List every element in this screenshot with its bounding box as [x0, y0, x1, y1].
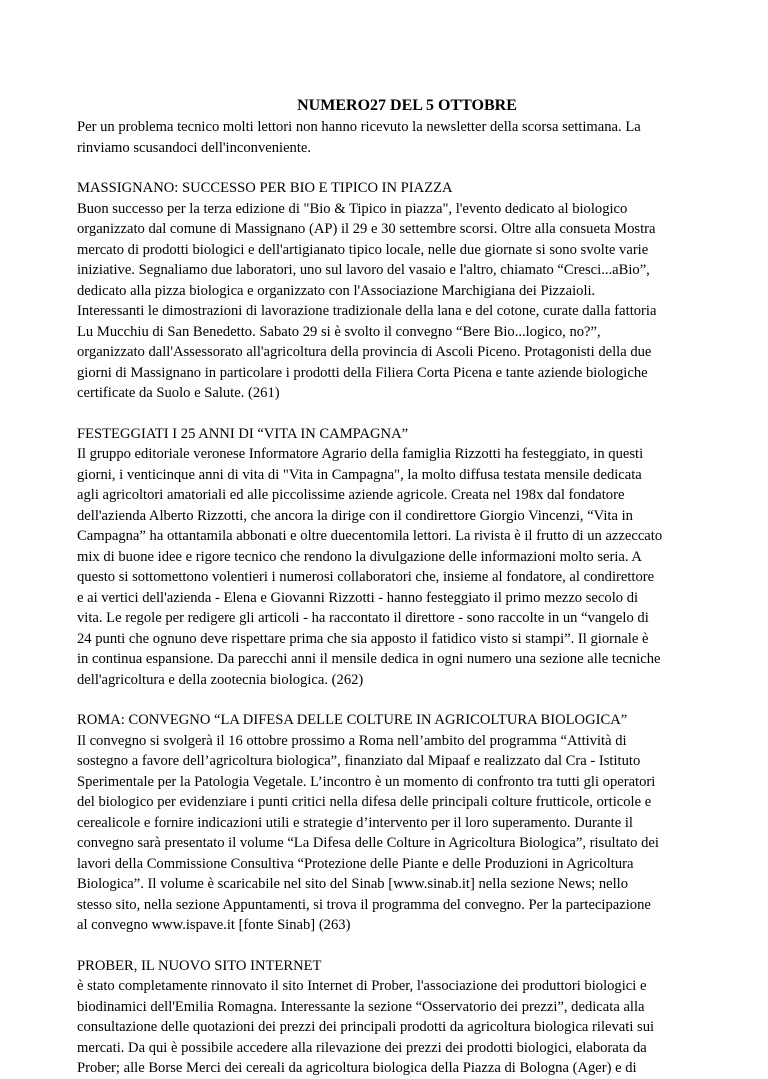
article — [77, 178, 707, 404]
intro-paragraph: Per un problema tecnico molti lettori non hanno ricevuto la newsletter della scorsa settimana. La rinviamo scusandoci dell'inconveniente. — [77, 119, 641, 156]
article-heading: MASSIGNANO: SUCCESSO PER BIO E TIPICO IN PIAZZA — [77, 180, 453, 196]
article-body: Il convegno si svolgerà il 16 ottobre prossimo a Roma nell’ambito del programma “Attività di sostegno a favore dell’agricoltura biologica”, finanziato dal Mipaaf e realizzato dal Cra - Istituto Sperimentale per la Patologia Vegetale. L’incontro è un momento di confronto tra tutti gli operatori del biologico per evidenziare i punti critici nella difesa delle principali colture frutticole, orticole e cerealicole e fornire indicazioni utili e strategie d’intervento per il loro superamento. Durante il convegno sarà presentato il volume “La Difesa delle Colture in Agricoltura Biologica”, risultato dei lavori della Commissione Consultiva “Protezione delle Piante e delle Produzioni in Agricoltura Biologica”. Il volume è scaricabile nel sito del Sinab [www.sinab.it] nella sezione News; nello stesso sito, nella sezione Appuntamenti, si trova il programma del convegno. Per la partecipazione al convegno www.ispave.it [fonte Sinab] (263) — [77, 732, 659, 933]
article-heading: PROBER, IL NUOVO SITO INTERNET — [77, 957, 322, 974]
article — [77, 956, 707, 1079]
article — [77, 424, 707, 691]
spacer — [77, 404, 707, 424]
article — [77, 710, 707, 936]
article-heading: ROMA: CONVEGNO “LA DIFESA DELLE COLTURE IN AGRICOLTURA BIOLOGICA” — [77, 712, 628, 728]
newsletter-title: NUMERO27 DEL 5 OTTOBRE — [297, 97, 517, 114]
document-page — [77, 95, 707, 1079]
article-body: Il gruppo editoriale veronese Informatore Agrario della famiglia Rizzotti ha festeggiato, in questi giorni, i venticinque anni di vita di "Vita in Campagna", la molto diffusa testata mensile dedicata agli agricoltori amatoriali ed alle piccolissime aziende agricole. Creata nel 198x dal fondatore dell'azienda Alberto Rizzotti, che ancora la dirige con il condirettore Giorgio Vincenzi, “Vita in Campagna” ha ottantamila abbonati e oltre duecentomila lettori. La rivista è il frutto di un azzeccato mix di buone idee e rigore tecnico che rendono la divulgazione delle informazioni molto seria. A questo si sottomettono volentieri i numerosi collaboratori che, insieme al fondatore, al condirettore e ai vertici dell'azienda - Elena e Giovanni Rizzotti - hanno festeggiato il primo mezzo secolo di vita. Le regole per redigere gli articoli - ha raccontato il direttore - sono raccolte in un “vangelo di 24 punti che ognuno deve rispettare prima che sia apposto il fatidico visto si stampi”. Il giornale è in continua espansione. Da parecchi anni il mensile dedica in ogni numero una sezione alle tecniche dell'agricoltura e della zootecnia biologica. (262) — [77, 446, 663, 688]
spacer — [77, 690, 707, 710]
article-heading: FESTEGGIATI I 25 ANNI DI “VITA IN CAMPAGNA” — [77, 425, 409, 442]
article-body: è stato completamente rinnovato il sito Internet di Prober, l'associazione dei produttori biologici e biodinamici dell'Emilia Romagna. Interessante la sezione “Osservatorio dei prezzi”, dedicata alla consultazione delle quotazioni dei prezzi dei principali prodotti da agricoltura biologica rilevati sui mercati. Da qui è possibile accedere alla rilevazione dei prezzi dei prodotti biologici, elaborata da Prober; alle Borse Merci dei cereali da agricoltura biologica della Piazza di Bologna (Ager) e di — [77, 978, 655, 1076]
article-body: Buon successo per la terza edizione di "Bio & Tipico in piazza", l'evento dedicato al biologico organizzato dal comune di Massignano (AP) il 29 e 30 settembre scorsi. Oltre alla consueta Mostra mercato di prodotti biologici e dell'artigianato tipico locale, nelle due giornate si sono svolte varie iniziative. Segnaliamo due laboratori, uno sul lavoro del vasaio e l'altro, chiamato “Cresci...aBio”, dedicato alla pizza biologica e organizzato con l'Associazione Marchigiana dei Pizzaioli. Interessanti le dimostrazioni di lavorazione tradizionale della lana e del cotone, curate dalla fattoria Lu Mucchiu di San Benedetto. Sabato 29 si è svolto il convegno “Bere Bio...logico, no?”, organizzato dall'Assessorato all'agricoltura della provincia di Ascoli Piceno. Protagonisti della due giorni di Massignano in particolare i prodotti della Filiera Corta Picena e tante aziende biologiche certificate da Suolo e Salute. (261) — [77, 200, 657, 401]
spacer — [77, 936, 707, 956]
spacer — [77, 158, 707, 178]
